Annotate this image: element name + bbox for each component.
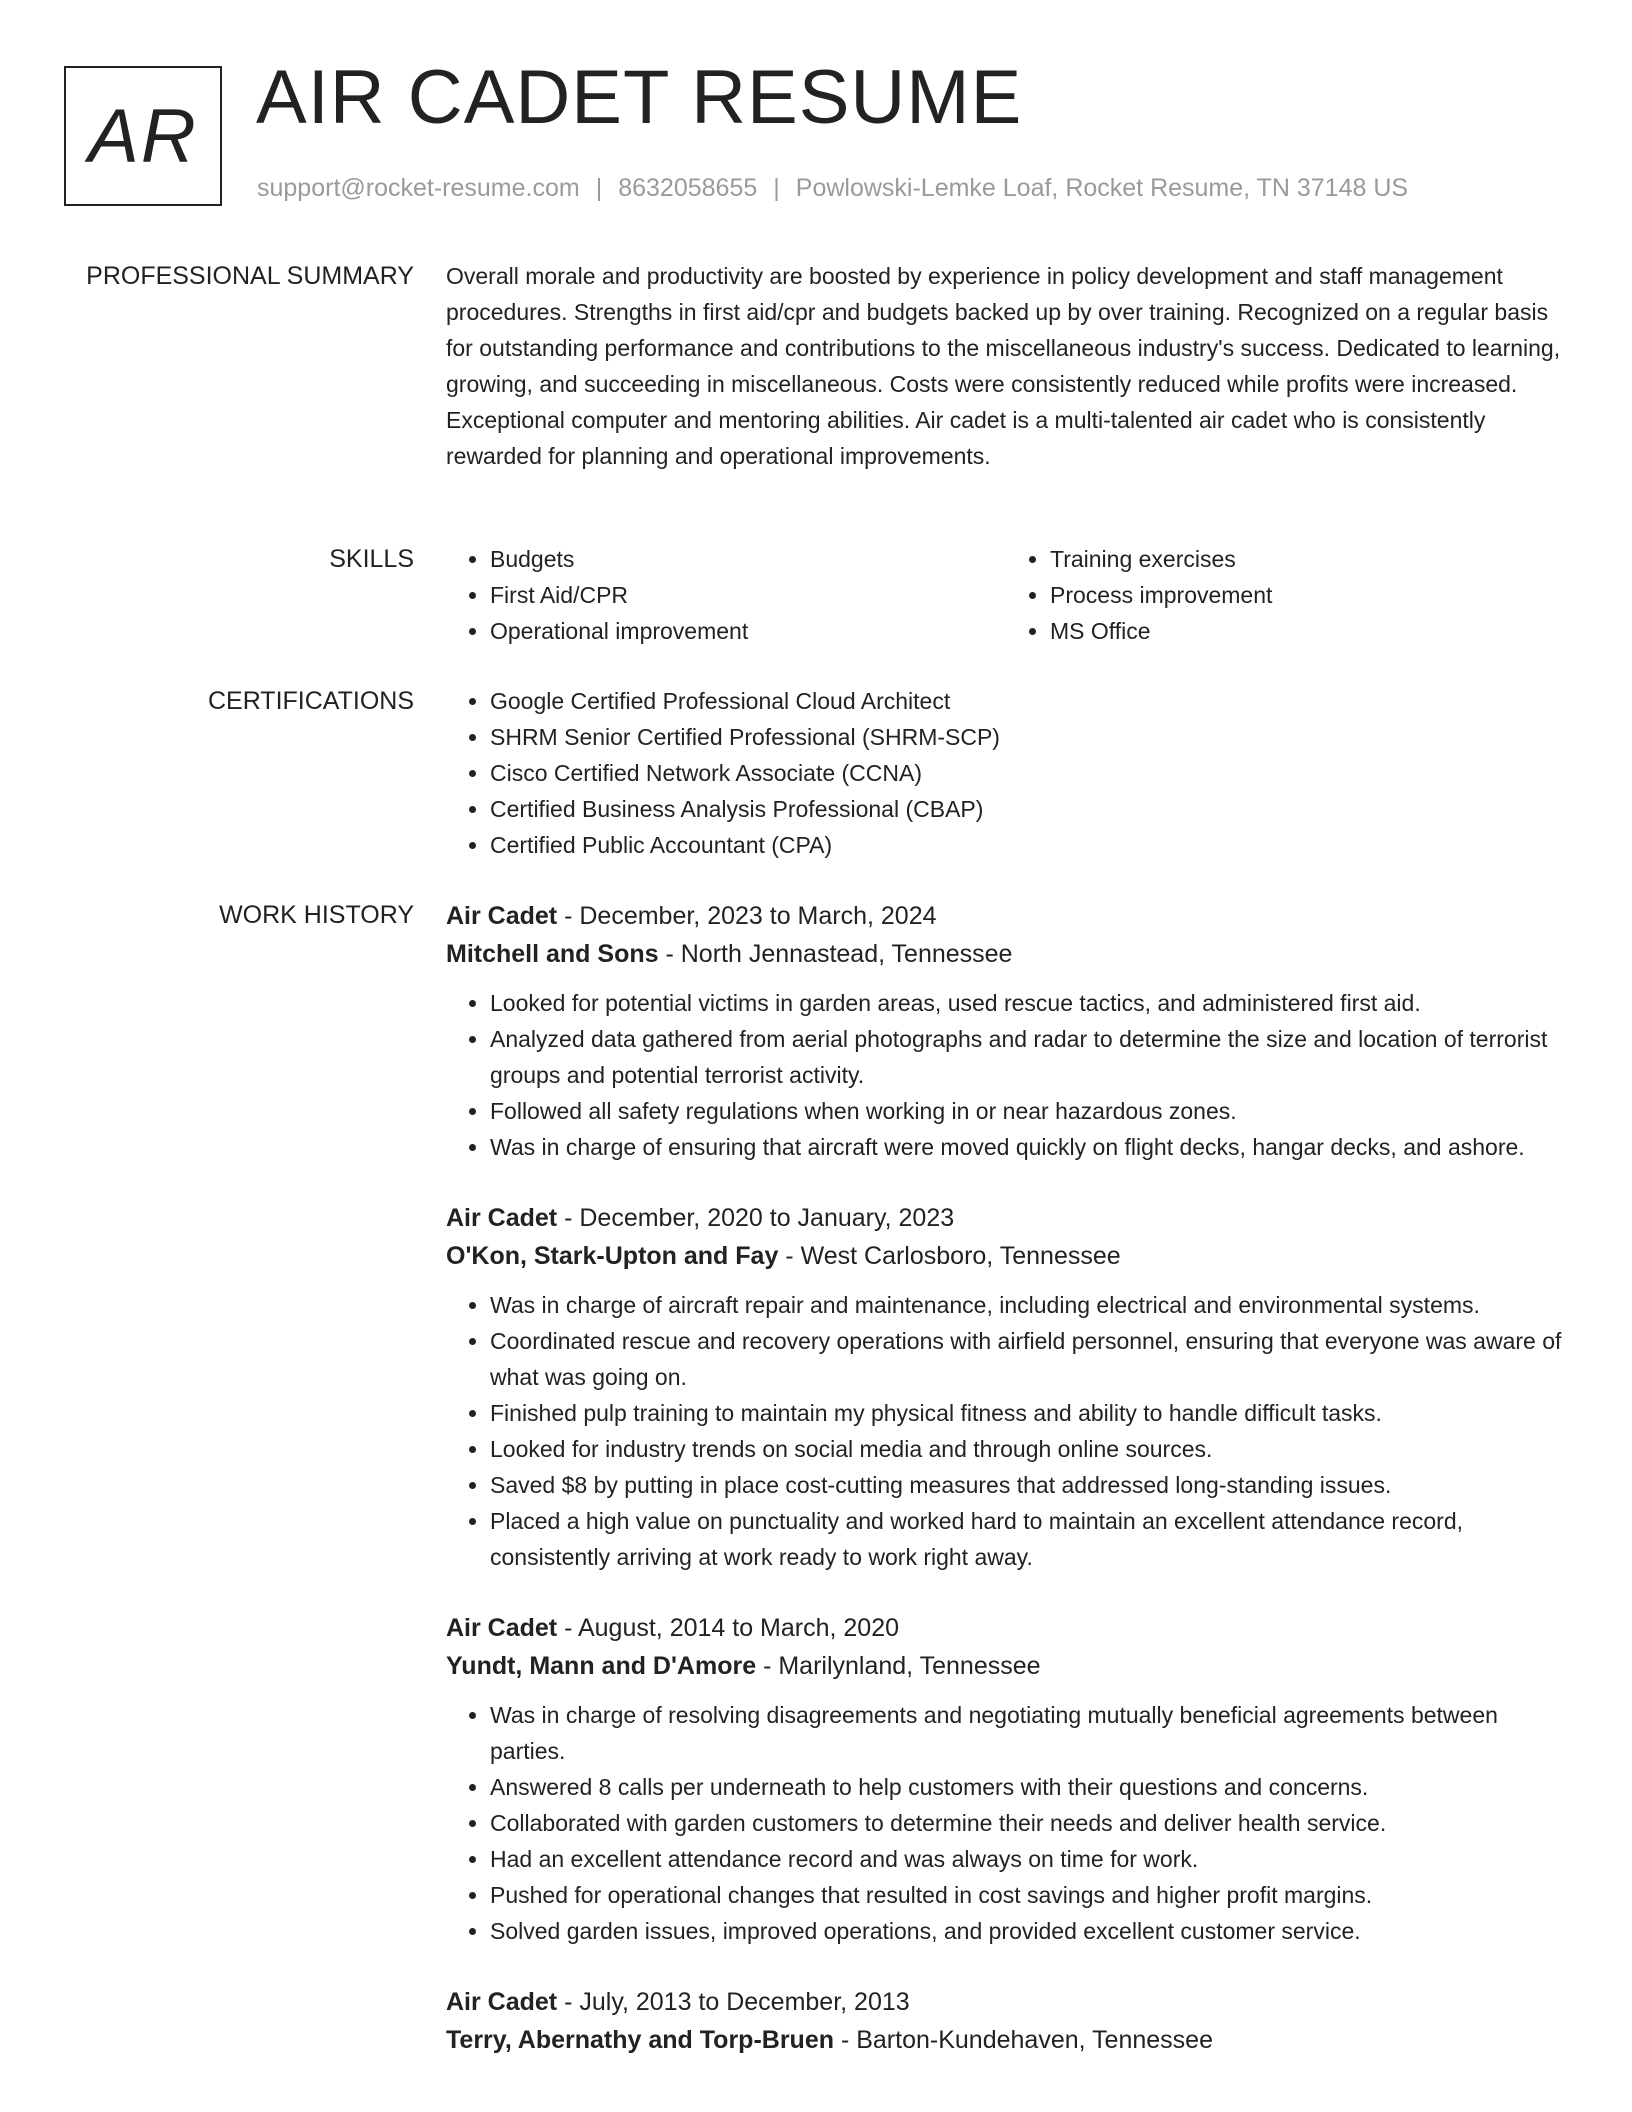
contact-phone[interactable]: 8632058655 xyxy=(618,174,758,202)
job-duties-list xyxy=(446,985,1566,1165)
job-location: - North Jennastead, Tennessee xyxy=(658,940,1013,968)
job-title: Air Cadet xyxy=(446,1614,558,1642)
certifications-body xyxy=(446,683,1566,863)
job-dates: - December, 2020 to January, 2023 xyxy=(557,1204,955,1232)
job-duty-item: • Looked for potential victims in garden areas, used rescue tactics, and administered first aid. xyxy=(490,985,1566,1021)
job-entry xyxy=(446,897,1566,1165)
job-duty-item: • Finished pulp training to maintain my physical fitness and ability to handle difficult tasks. xyxy=(490,1395,1566,1431)
skill-item: • Budgets xyxy=(490,541,1006,577)
work-history-body xyxy=(446,897,1566,2093)
job-duties-list xyxy=(446,1287,1566,1575)
skill-item: • First Aid/CPR xyxy=(490,577,1006,613)
summary-text: Overall morale and productivity are boosted by experience in policy development and staff management procedures. Strengths in first aid/cpr and budgets backed up by over training. Recognized on a regular basis for outstanding performance and contributions to the miscellaneous industry's success. Dedicated to learning, growing, and succeeding in miscellaneous. Costs were consistently reduced while profits were increased. Exceptional computer and mentoring abilities. Air cadet is a multi-talented air cadet who is consistently rewarded for planning and operational improvements. xyxy=(446,263,1561,469)
job-location: - West Carlosboro, Tennessee xyxy=(778,1242,1121,1270)
certification-item: • Google Certified Professional Cloud Architect xyxy=(490,683,1566,719)
certification-item: • Certified Public Accountant (CPA) xyxy=(490,827,1566,863)
skill-item: • MS Office xyxy=(1050,613,1566,649)
job-duties-list xyxy=(446,1697,1566,1949)
job-location: - Barton-Kundehaven, Tennessee xyxy=(834,2026,1213,2054)
job-title-line xyxy=(446,1983,1566,2021)
job-duty-item: • Was in charge of resolving disagreements and negotiating mutually beneficial agreements between parties. xyxy=(490,1697,1566,1769)
job-duty-item: • Solved garden issues, improved operations, and provided excellent customer service. xyxy=(490,1913,1566,1949)
job-duty-item: • Looked for industry trends on social media and through online sources. xyxy=(490,1431,1566,1467)
certification-item: • Certified Business Analysis Professional (CBAP) xyxy=(490,791,1566,827)
contact-address: Powlowski-Lemke Loaf, Rocket Resume, TN 37148 US xyxy=(795,174,1409,202)
section-heading-work-history: WORK HISTORY xyxy=(219,901,414,929)
job-company-line xyxy=(446,935,1566,973)
skills-list-left xyxy=(446,541,1006,649)
job-title-line xyxy=(446,1609,1566,1647)
job-duty-item: • Placed a high value on punctuality and worked hard to maintain an excellent attendance record, consistently arriving at work ready to work right away. xyxy=(490,1503,1566,1575)
job-duty-item: • Pushed for operational changes that resulted in cost savings and higher profit margins. xyxy=(490,1877,1566,1913)
resume-title: AIR CADET RESUME xyxy=(256,55,1023,140)
job-title-line xyxy=(446,897,1566,935)
skill-item: • Training exercises xyxy=(1050,541,1566,577)
certification-item: • Cisco Certified Network Associate (CCNA) xyxy=(490,755,1566,791)
job-entry xyxy=(446,1199,1566,1575)
job-company-line xyxy=(446,1237,1566,1275)
job-entry xyxy=(446,1983,1566,2059)
job-duty-item: • Analyzed data gathered from aerial photographs and radar to determine the size and location of terrorist groups and potential terrorist activity. xyxy=(490,1021,1566,1093)
job-duty-item: • Was in charge of aircraft repair and maintenance, including electrical and environmental systems. xyxy=(490,1287,1566,1323)
skill-item: • Process improvement xyxy=(1050,577,1566,613)
skills-body xyxy=(446,541,1566,649)
job-duty-item: • Was in charge of ensuring that aircraft were moved quickly on flight decks, hangar decks, and ashore. xyxy=(490,1129,1566,1165)
job-company: Terry, Abernathy and Torp-Bruen xyxy=(446,2026,835,2054)
job-title: Air Cadet xyxy=(446,1204,558,1232)
monogram-logo: AR xyxy=(64,66,222,206)
job-title-line xyxy=(446,1199,1566,1237)
job-company: Yundt, Mann and D'Amore xyxy=(446,1652,757,1680)
job-company: O'Kon, Stark-Upton and Fay xyxy=(446,1242,779,1270)
job-duty-item: • Had an excellent attendance record and was always on time for work. xyxy=(490,1841,1566,1877)
job-company-line xyxy=(446,2021,1566,2059)
contact-separator: | xyxy=(773,174,780,202)
contact-separator: | xyxy=(595,174,603,202)
summary-body xyxy=(446,258,1566,474)
section-heading-skills: SKILLS xyxy=(329,545,414,573)
contact-email[interactable]: support@rocket-resume.com xyxy=(257,174,580,202)
job-location: - Marilynland, Tennessee xyxy=(756,1652,1041,1680)
job-title: Air Cadet xyxy=(446,902,558,930)
job-entry xyxy=(446,1609,1566,1949)
job-dates: - August, 2014 to March, 2020 xyxy=(557,1614,900,1642)
skill-item: • Operational improvement xyxy=(490,613,1006,649)
job-company-line xyxy=(446,1647,1566,1685)
job-duty-item: • Coordinated rescue and recovery operations with airfield personnel, ensuring that everyone was aware of what was going on. xyxy=(490,1323,1566,1395)
section-heading-certifications: CERTIFICATIONS xyxy=(207,687,414,715)
job-duty-item: • Collaborated with garden customers to determine their needs and deliver health service. xyxy=(490,1805,1566,1841)
certifications-list xyxy=(446,683,1566,863)
certification-item: • SHRM Senior Certified Professional (SHRM-SCP) xyxy=(490,719,1566,755)
contact-line xyxy=(257,174,1408,203)
job-duty-item: • Saved $8 by putting in place cost-cutting measures that addressed long-standing issues. xyxy=(490,1467,1566,1503)
job-dates: - December, 2023 to March, 2024 xyxy=(557,902,937,930)
skills-list-right xyxy=(1006,541,1566,649)
job-title: Air Cadet xyxy=(446,1988,558,2016)
job-company: Mitchell and Sons xyxy=(446,940,659,968)
section-heading-summary: PROFESSIONAL SUMMARY xyxy=(86,262,414,290)
job-duty-item: • Followed all safety regulations when working in or near hazardous zones. xyxy=(490,1093,1566,1129)
job-dates: - July, 2013 to December, 2013 xyxy=(557,1988,910,2016)
job-duty-item: • Answered 8 calls per underneath to help customers with their questions and concerns. xyxy=(490,1769,1566,1805)
